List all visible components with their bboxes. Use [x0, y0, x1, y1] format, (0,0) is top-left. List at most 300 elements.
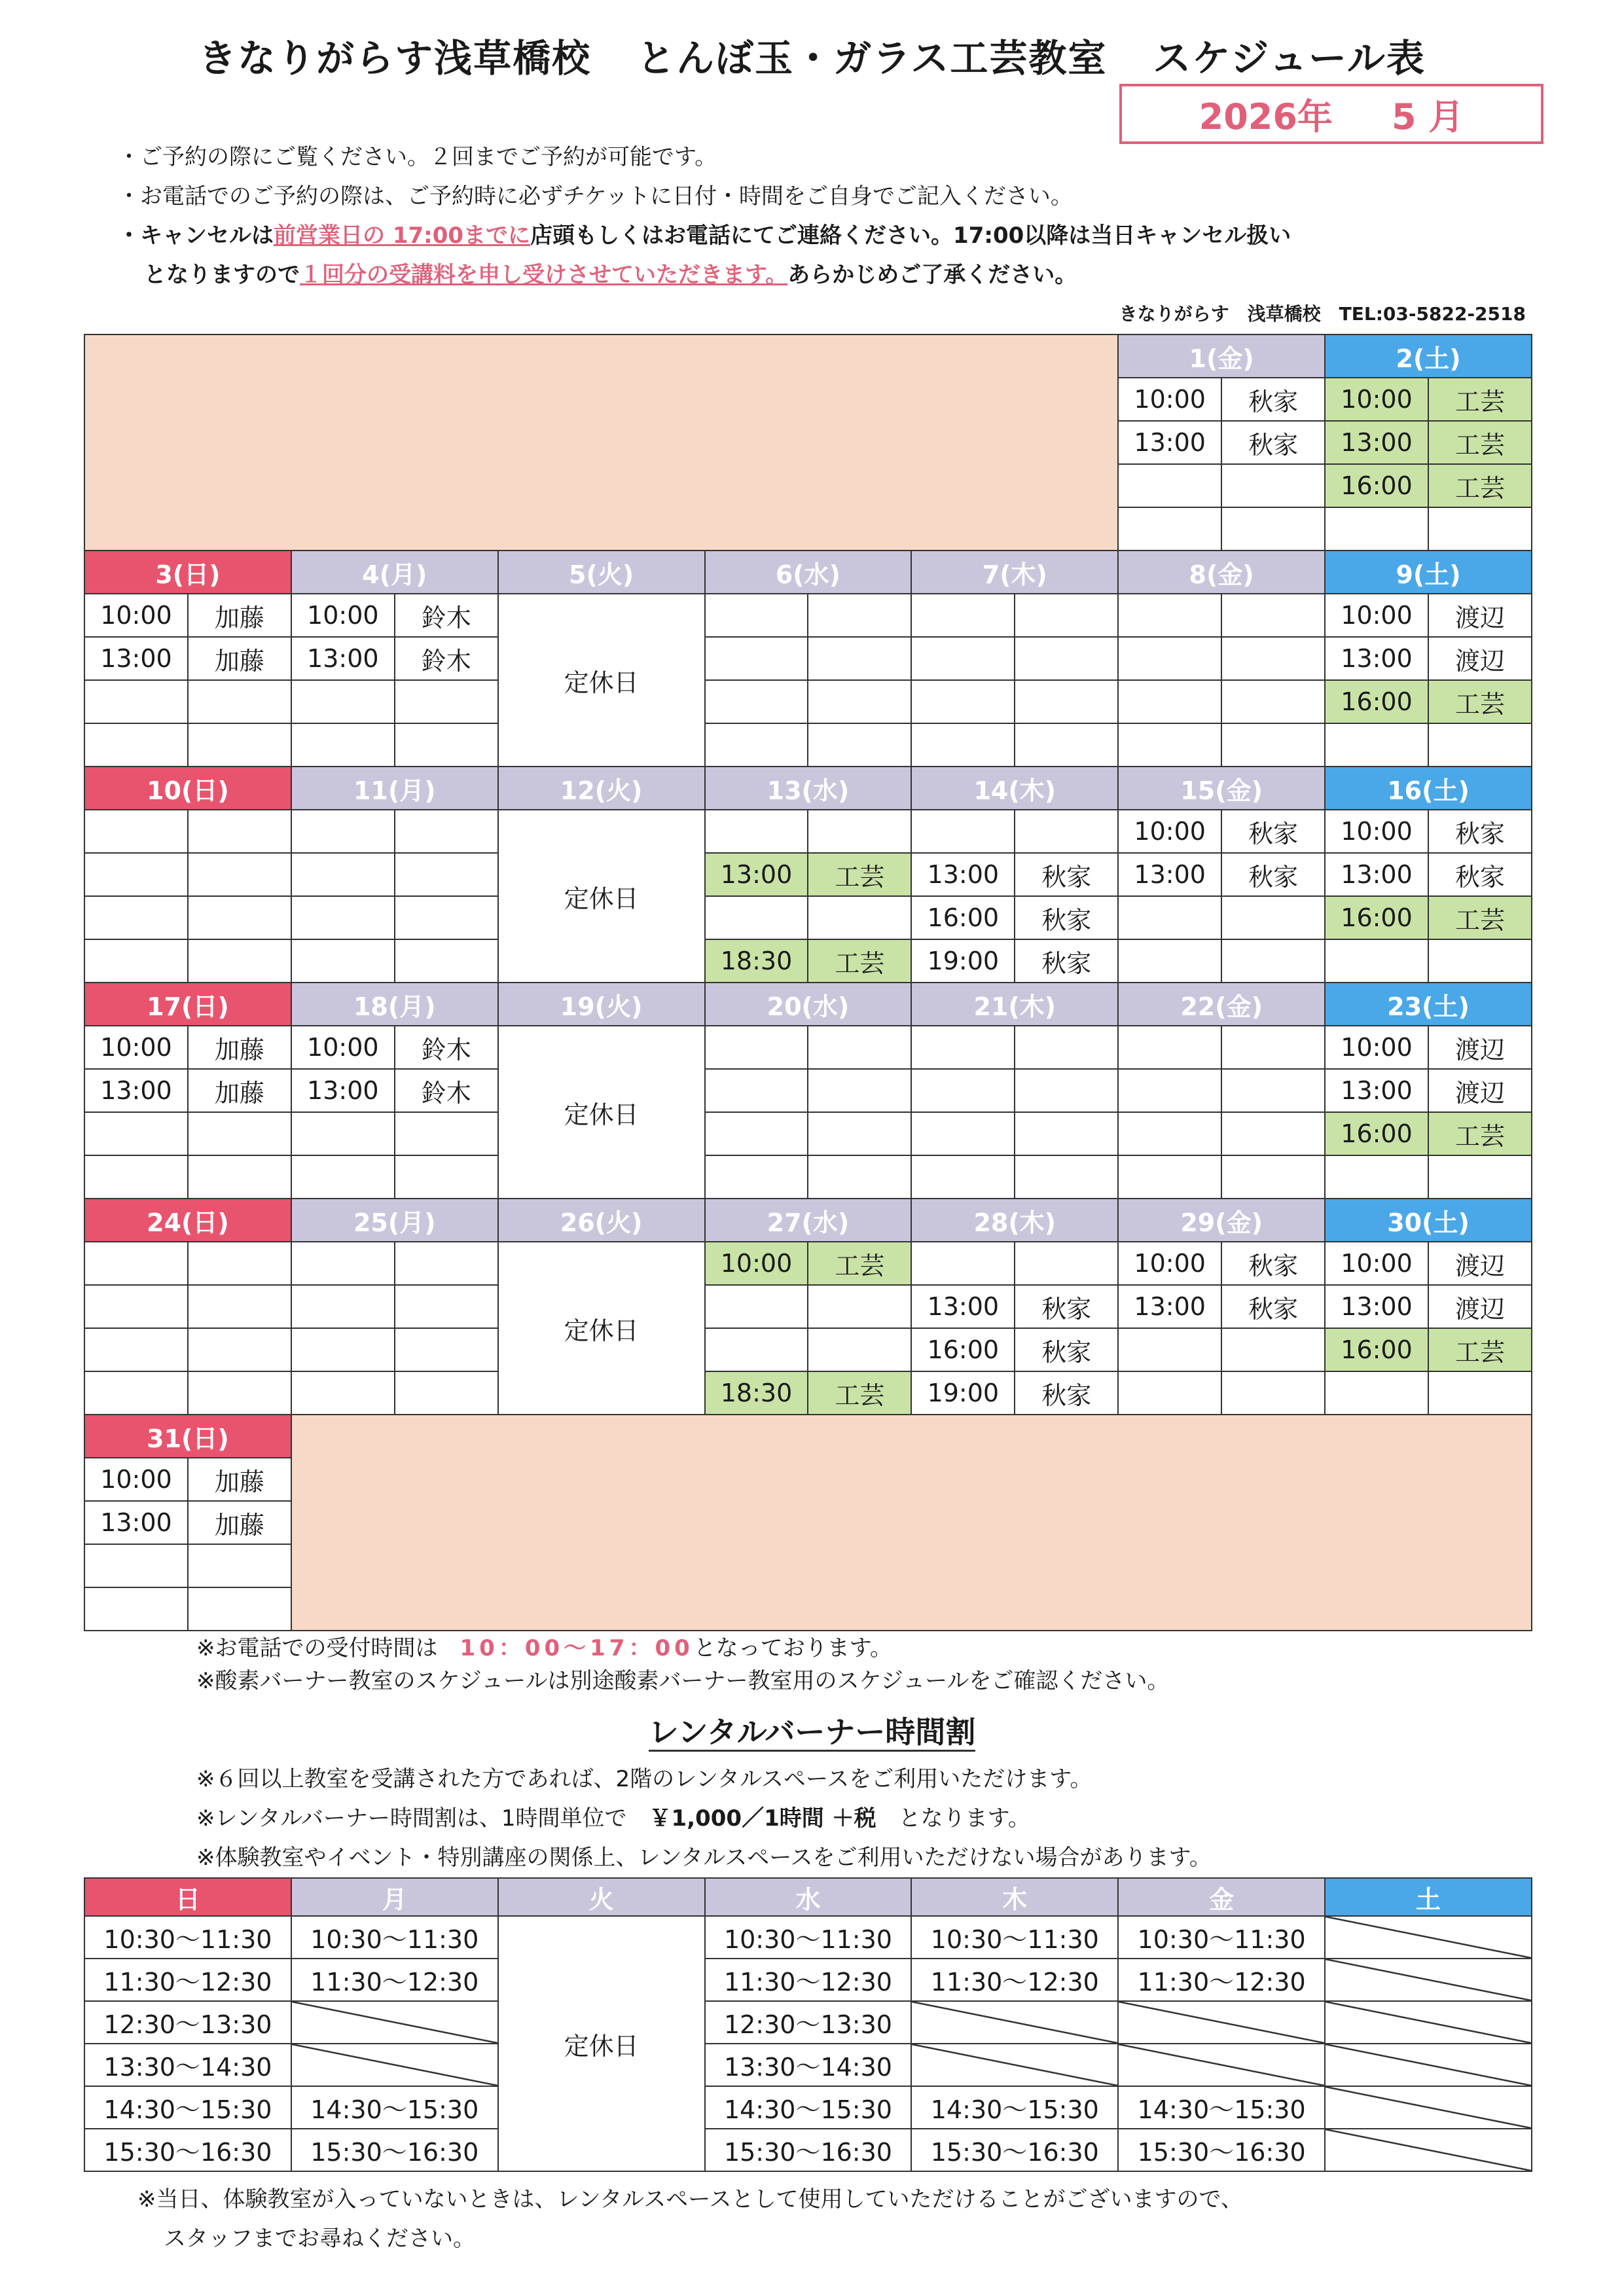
day-header: 4(月)	[291, 551, 498, 594]
phone-note-a: ※お電話での受付時間は	[196, 1635, 460, 1661]
table-row	[84, 1916, 1532, 1959]
slot-teacher: 加藤	[188, 637, 291, 680]
slot-empty	[1118, 507, 1221, 551]
rental-slot-unavailable	[911, 2001, 1118, 2044]
table-row	[84, 1155, 1532, 1199]
schedule-table	[84, 334, 1532, 1631]
slot-empty	[705, 1155, 808, 1199]
slot-time: 13:00	[1325, 1069, 1428, 1112]
day-header: 8(金)	[1118, 551, 1325, 594]
slot-empty	[705, 810, 808, 853]
slot-time: 13:00	[911, 1285, 1015, 1328]
slot-empty	[808, 680, 911, 723]
rental-slot: 13:30～14:30	[84, 2044, 291, 2086]
slot-empty	[291, 1371, 395, 1415]
rental-slot: 15:30～16:30	[705, 2129, 912, 2171]
rental-slot-unavailable	[1325, 2001, 1532, 2044]
slot-empty	[1221, 1155, 1325, 1199]
rental-slot: 10:30～11:30	[911, 1916, 1118, 1959]
table-row	[84, 1285, 1532, 1328]
slot-time: 16:00	[1325, 680, 1428, 723]
slot-empty	[84, 1285, 188, 1328]
rental-note-3: ※体験教室やイベント・特別講座の関係上、レンタルスペースをご利用いただけない場合があります。	[196, 1845, 1212, 1871]
day-header: 1(金)	[1118, 334, 1325, 378]
slot-empty	[84, 1371, 188, 1415]
slot-time: 13:00	[705, 853, 808, 896]
slot-time: 13:00	[291, 637, 395, 680]
table-row	[84, 1112, 1532, 1155]
slot-teacher: 鈴木	[395, 1026, 498, 1069]
closed-day: 定休日	[498, 1242, 705, 1415]
note-line-4c: あらかじめご了承ください。	[787, 262, 1077, 288]
slot-empty	[808, 896, 911, 939]
slot-time: 13:00	[84, 1069, 188, 1112]
slot-empty	[1325, 1371, 1428, 1415]
slot-empty	[1118, 939, 1221, 983]
slot-time: 13:00	[1325, 1285, 1428, 1328]
rental-slot-unavailable	[291, 2044, 498, 2086]
slot-empty	[1015, 594, 1118, 637]
slot-empty	[395, 1155, 498, 1199]
note-line-3a: ・キャンセルは	[118, 223, 274, 249]
slot-empty	[705, 896, 808, 939]
slot-empty	[1221, 1026, 1325, 1069]
slot-time: 13:00	[291, 1069, 395, 1112]
bottom-note-line-1: ※当日、体験教室が入っていないときは、レンタルスペースとして使用していただけることがございますので、	[137, 2186, 1243, 2213]
slot-teacher: 渡辺	[1428, 1285, 1532, 1328]
rental-slot: 14:30～15:30	[705, 2086, 912, 2129]
rental-slot: 15:30～16:30	[291, 2129, 498, 2171]
slot-empty	[1221, 939, 1325, 983]
rental-slot: 15:30～16:30	[911, 2129, 1118, 2171]
slot-empty	[84, 810, 188, 853]
day-header: 6(水)	[705, 551, 912, 594]
slot-time: 13:00	[84, 637, 188, 680]
oxygen-note: ※酸素バーナー教室のスケジュールは別途酸素バーナー教室用のスケジュールをご確認ください。	[196, 1668, 1170, 1694]
slot-time: 13:00	[1325, 637, 1428, 680]
slot-teacher: 秋家	[1015, 939, 1118, 983]
day-header: 21(木)	[911, 983, 1118, 1026]
slot-empty	[705, 637, 808, 680]
slot-empty	[291, 1155, 395, 1199]
slot-empty	[1325, 507, 1428, 551]
slot-time: 19:00	[911, 939, 1015, 983]
slot-empty	[395, 680, 498, 723]
rental-note-2a: ※レンタルバーナー時間割は、1時間単位で	[196, 1805, 649, 1832]
slot-empty	[188, 1587, 291, 1631]
slot-empty	[395, 1242, 498, 1285]
slot-empty	[188, 810, 291, 853]
rental-slot-unavailable	[911, 2044, 1118, 2086]
rental-day-header: 月	[291, 1878, 498, 1916]
day-header: 9(土)	[1325, 551, 1532, 594]
slot-empty	[911, 1112, 1015, 1155]
slot-empty	[188, 853, 291, 896]
slot-teacher: 鈴木	[395, 637, 498, 680]
slot-teacher: 工芸	[1428, 464, 1532, 507]
slot-teacher: 工芸	[808, 1371, 911, 1415]
slot-time: 10:00	[1118, 1242, 1221, 1285]
rental-slot-unavailable	[1325, 2129, 1532, 2171]
rental-slot: 10:30～11:30	[291, 1916, 498, 1959]
slot-empty	[705, 1026, 808, 1069]
slot-empty	[395, 1328, 498, 1371]
day-header: 19(火)	[498, 983, 705, 1026]
rental-note-2	[196, 1800, 1030, 1832]
day-header: 20(水)	[705, 983, 912, 1026]
closed-day: 定休日	[498, 1026, 705, 1199]
day-header: 7(木)	[911, 551, 1118, 594]
rental-slot: 11:30～12:30	[1118, 1959, 1325, 2001]
day-header: 23(土)	[1325, 983, 1532, 1026]
slot-time: 18:30	[705, 1371, 808, 1415]
slot-empty	[291, 896, 395, 939]
slot-teacher: 加藤	[188, 594, 291, 637]
slot-empty	[395, 939, 498, 983]
slot-teacher: 秋家	[1221, 378, 1325, 421]
slot-teacher: 秋家	[1428, 853, 1532, 896]
slot-empty	[705, 723, 808, 767]
slot-empty	[84, 680, 188, 723]
slot-time: 10:00	[84, 1026, 188, 1069]
slot-empty	[808, 1328, 911, 1371]
slot-teacher: 加藤	[188, 1069, 291, 1112]
slot-empty	[84, 896, 188, 939]
slot-empty	[395, 723, 498, 767]
slot-empty	[911, 1242, 1015, 1285]
table-row	[84, 1371, 1532, 1415]
rental-title-text: レンタルバーナー時間割	[649, 1714, 976, 1752]
slot-empty	[1118, 464, 1221, 507]
slot-empty	[705, 680, 808, 723]
slot-teacher: 秋家	[1221, 421, 1325, 464]
slot-time: 13:00	[1325, 421, 1428, 464]
slot-time: 10:00	[1118, 378, 1221, 421]
slot-empty	[188, 723, 291, 767]
slot-teacher: 工芸	[1428, 1328, 1532, 1371]
slot-empty	[1428, 939, 1532, 983]
rental-slot: 10:30～11:30	[84, 1916, 291, 1959]
slot-empty	[1118, 1371, 1221, 1415]
slot-teacher: 渡辺	[1428, 637, 1532, 680]
day-header: 17(日)	[84, 983, 291, 1026]
rental-slot: 11:30～12:30	[705, 1959, 912, 2001]
day-header: 12(火)	[498, 767, 705, 810]
slot-time: 16:00	[1325, 464, 1428, 507]
slot-empty	[291, 1242, 395, 1285]
contact-info: きなりがらす 浅草橋校 TEL:03-5822-2518	[1119, 303, 1526, 325]
rental-slot: 11:30～12:30	[84, 1959, 291, 2001]
slot-empty	[291, 723, 395, 767]
slot-teacher: 工芸	[1428, 896, 1532, 939]
slot-empty	[291, 939, 395, 983]
slot-time: 19:00	[911, 1371, 1015, 1415]
rental-note-2c: となります。	[876, 1805, 1030, 1832]
slot-time: 10:00	[291, 594, 395, 637]
slot-empty	[395, 896, 498, 939]
slot-teacher: 渡辺	[1428, 1026, 1532, 1069]
phone-hours: 10：00～17：00	[460, 1635, 694, 1661]
slot-time: 10:00	[84, 1458, 188, 1501]
slot-time: 13:00	[911, 853, 1015, 896]
rental-slot: 14:30～15:30	[291, 2086, 498, 2129]
slot-empty	[1428, 1155, 1532, 1199]
day-header: 15(金)	[1118, 767, 1325, 810]
day-header: 3(日)	[84, 551, 291, 594]
slot-empty	[808, 1155, 911, 1199]
slot-empty	[1118, 1328, 1221, 1371]
slot-empty	[1221, 637, 1325, 680]
slot-empty	[188, 1112, 291, 1155]
slot-teacher: 鈴木	[395, 594, 498, 637]
year-label: 2026年	[1199, 96, 1333, 137]
slot-empty	[291, 680, 395, 723]
slot-time: 10:00	[1325, 810, 1428, 853]
rental-slot: 15:30～16:30	[1118, 2129, 1325, 2171]
rental-slot: 12:30～13:30	[84, 2001, 291, 2044]
table-row	[84, 1415, 1532, 1458]
rental-slot: 15:30～16:30	[84, 2129, 291, 2171]
slot-empty	[705, 1069, 808, 1112]
table-row	[84, 1959, 1532, 2001]
slot-time: 10:00	[1325, 594, 1428, 637]
rental-slot: 10:30～11:30	[705, 1916, 912, 1959]
slot-empty	[188, 1371, 291, 1415]
rental-day-header: 土	[1325, 1878, 1532, 1916]
closed-day: 定休日	[498, 810, 705, 983]
slot-empty	[84, 853, 188, 896]
slot-teacher: 鈴木	[395, 1069, 498, 1112]
table-row	[84, 767, 1532, 810]
slot-empty	[395, 1112, 498, 1155]
slot-empty	[395, 1371, 498, 1415]
slot-empty	[1118, 1026, 1221, 1069]
table-row	[84, 723, 1532, 767]
table-row	[84, 896, 1532, 939]
table-row	[84, 983, 1532, 1026]
slot-time: 13:00	[84, 1501, 188, 1544]
slot-time: 16:00	[1325, 896, 1428, 939]
slot-empty	[188, 680, 291, 723]
rental-price: ￥1,000／1時間 ＋税	[649, 1805, 876, 1832]
slot-empty	[911, 1069, 1015, 1112]
slot-empty	[705, 1112, 808, 1155]
day-header: 29(金)	[1118, 1199, 1325, 1242]
slot-empty	[808, 1026, 911, 1069]
day-header: 14(木)	[911, 767, 1118, 810]
table-row	[84, 1026, 1532, 1069]
table-row	[84, 1199, 1532, 1242]
slot-time: 13:00	[1118, 853, 1221, 896]
slot-teacher: 工芸	[808, 939, 911, 983]
day-header: 2(土)	[1325, 334, 1532, 378]
table-row	[84, 594, 1532, 637]
day-header: 18(月)	[291, 983, 498, 1026]
slot-empty	[911, 723, 1015, 767]
slot-empty	[188, 1155, 291, 1199]
slot-teacher: 秋家	[1221, 1285, 1325, 1328]
rental-slot-unavailable	[1118, 2044, 1325, 2086]
empty-block	[84, 334, 1118, 551]
table-row	[84, 853, 1532, 896]
slot-empty	[84, 1155, 188, 1199]
table-row	[84, 2044, 1532, 2086]
slot-teacher: 秋家	[1221, 810, 1325, 853]
rental-day-header: 水	[705, 1878, 912, 1916]
slot-time: 10:00	[705, 1242, 808, 1285]
slot-time: 16:00	[1325, 1112, 1428, 1155]
rental-title	[0, 1708, 1624, 1752]
slot-empty	[911, 680, 1015, 723]
slot-teacher: 工芸	[1428, 421, 1532, 464]
slot-empty	[911, 1026, 1015, 1069]
slot-empty	[84, 1544, 188, 1587]
slot-empty	[291, 1328, 395, 1371]
slot-time: 13:00	[1118, 421, 1221, 464]
phone-hours-note	[196, 1630, 892, 1662]
slot-time: 10:00	[291, 1026, 395, 1069]
rental-slot-unavailable	[1118, 2001, 1325, 2044]
slot-empty	[1015, 723, 1118, 767]
rental-slot: 11:30～12:30	[291, 1959, 498, 2001]
slot-empty	[808, 723, 911, 767]
rental-slot: 14:30～15:30	[1118, 2086, 1325, 2129]
day-header: 22(金)	[1118, 983, 1325, 1026]
rental-slot: 14:30～15:30	[84, 2086, 291, 2129]
month-box	[1119, 84, 1543, 144]
slot-time: 13:00	[1325, 853, 1428, 896]
day-header: 30(土)	[1325, 1199, 1532, 1242]
slot-empty	[1015, 1112, 1118, 1155]
table-row	[84, 939, 1532, 983]
slot-empty	[1015, 810, 1118, 853]
note-line-3	[118, 216, 1291, 255]
slot-empty	[1015, 680, 1118, 723]
note-line-4a: となりますので	[144, 262, 300, 288]
slot-empty	[911, 637, 1015, 680]
rental-day-header: 火	[498, 1878, 705, 1916]
slot-teacher: 渡辺	[1428, 594, 1532, 637]
slot-teacher: 秋家	[1221, 853, 1325, 896]
slot-empty	[1221, 1069, 1325, 1112]
table-row	[84, 1242, 1532, 1285]
slot-teacher: 秋家	[1015, 896, 1118, 939]
slot-empty	[1325, 1155, 1428, 1199]
slot-time: 18:30	[705, 939, 808, 983]
slot-empty	[84, 1242, 188, 1285]
slot-time: 10:00	[1325, 378, 1428, 421]
slot-empty	[1118, 896, 1221, 939]
slot-empty	[188, 1544, 291, 1587]
table-row	[84, 334, 1532, 378]
title-schedule: スケジュール表	[1153, 36, 1426, 81]
slot-empty	[1015, 1069, 1118, 1112]
day-header: 31(日)	[84, 1415, 291, 1458]
table-row	[84, 680, 1532, 723]
slot-empty	[84, 723, 188, 767]
slot-empty	[188, 939, 291, 983]
rental-slot-unavailable	[1325, 2044, 1532, 2086]
rental-slot: 11:30～12:30	[911, 1959, 1118, 2001]
slot-empty	[1221, 464, 1325, 507]
rental-note-1: ※６回以上教室を受講された方であれば、2階のレンタルスペースをご利用いただけます。	[196, 1766, 1092, 1792]
slot-empty	[188, 1285, 291, 1328]
slot-empty	[808, 637, 911, 680]
slot-empty	[808, 1069, 911, 1112]
slot-empty	[291, 1112, 395, 1155]
slot-time: 10:00	[1325, 1242, 1428, 1285]
table-row	[84, 2129, 1532, 2171]
slot-empty	[1325, 723, 1428, 767]
slot-empty	[1015, 1155, 1118, 1199]
note-line-4	[118, 255, 1291, 295]
rental-day-header: 木	[911, 1878, 1118, 1916]
slot-empty	[1221, 1371, 1325, 1415]
day-header: 16(土)	[1325, 767, 1532, 810]
slot-empty	[911, 1155, 1015, 1199]
slot-empty	[705, 1328, 808, 1371]
slot-empty	[84, 1112, 188, 1155]
slot-teacher: 秋家	[1428, 810, 1532, 853]
slot-empty	[1015, 637, 1118, 680]
day-header: 28(木)	[911, 1199, 1118, 1242]
slot-teacher: 工芸	[808, 853, 911, 896]
slot-empty	[1118, 723, 1221, 767]
table-row	[84, 1328, 1532, 1371]
slot-empty	[1221, 723, 1325, 767]
slot-teacher: 秋家	[1015, 1328, 1118, 1371]
slot-teacher: 秋家	[1221, 1242, 1325, 1285]
slot-empty	[1221, 1328, 1325, 1371]
slot-empty	[1118, 594, 1221, 637]
day-header: 11(月)	[291, 767, 498, 810]
slot-empty	[188, 896, 291, 939]
slot-empty	[188, 1328, 291, 1371]
slot-empty	[1428, 1371, 1532, 1415]
slot-teacher: 工芸	[1428, 378, 1532, 421]
slot-empty	[705, 1285, 808, 1328]
note-line-4b: １回分の受講料を申し受けさせていただきます。	[300, 262, 788, 288]
slot-empty	[911, 810, 1015, 853]
closed-day: 定休日	[498, 594, 705, 767]
title-class: とんぼ玉・ガラス工芸教室	[637, 36, 1108, 81]
rental-day-header: 日	[84, 1878, 291, 1916]
slot-teacher: 工芸	[808, 1242, 911, 1285]
slot-teacher: 秋家	[1015, 853, 1118, 896]
slot-empty	[84, 1587, 188, 1631]
slot-teacher: 渡辺	[1428, 1242, 1532, 1285]
note-line-3c: 店頭もしくはお電話にてご連絡ください。17:00以降は当日キャンセル扱い	[530, 223, 1291, 249]
page-title	[0, 27, 1624, 82]
rental-slot-unavailable	[1325, 2086, 1532, 2129]
rental-slot: 13:30～14:30	[705, 2044, 912, 2086]
slot-empty	[808, 810, 911, 853]
slot-empty	[1118, 637, 1221, 680]
day-header: 10(日)	[84, 767, 291, 810]
slot-teacher: 秋家	[1015, 1371, 1118, 1415]
table-row	[84, 637, 1532, 680]
slot-time: 10:00	[1118, 810, 1221, 853]
slot-empty	[1221, 896, 1325, 939]
rental-slot: 10:30～11:30	[1118, 1916, 1325, 1959]
slot-time: 16:00	[1325, 1328, 1428, 1371]
slot-empty	[395, 853, 498, 896]
rental-day-header: 金	[1118, 1878, 1325, 1916]
slot-time: 10:00	[1325, 1026, 1428, 1069]
slot-empty	[291, 1285, 395, 1328]
slot-empty	[1428, 507, 1532, 551]
slot-empty	[395, 810, 498, 853]
